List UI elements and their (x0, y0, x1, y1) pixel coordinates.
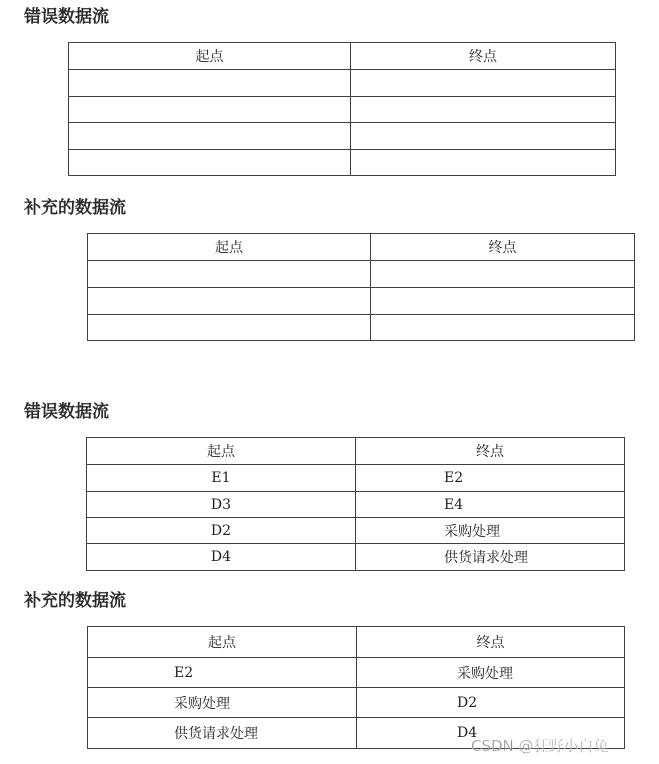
cell-end: D2 (357, 688, 625, 718)
cell-start: D4 (87, 544, 356, 571)
table-row (88, 261, 635, 288)
header-end: 终点 (351, 43, 616, 70)
cell-end (371, 261, 635, 288)
cell-end: 采购处理 (356, 518, 625, 544)
table-row (87, 465, 625, 492)
cell-end (371, 288, 635, 315)
cell-end: 供货请求处理 (356, 544, 625, 571)
cell-start (69, 97, 351, 123)
table-header-row (87, 438, 625, 465)
cell-end: D4 (357, 718, 625, 749)
header-end: 终点 (357, 627, 625, 658)
table-row (69, 97, 616, 123)
cell-start (88, 315, 371, 341)
cell-start: E2 (88, 658, 357, 688)
error-flow-table (86, 437, 625, 571)
cell-start (88, 288, 371, 315)
cell-end (351, 123, 616, 150)
cell-start (69, 70, 351, 97)
cell-start (69, 150, 351, 176)
cell-end: E2 (356, 465, 625, 492)
supplement-flow-table (87, 626, 625, 749)
section-4-heading: 补充的数据流 (24, 591, 126, 611)
header-start: 起点 (87, 438, 356, 465)
supplement-flow-table-empty (87, 233, 635, 341)
table-header-row (88, 234, 635, 261)
header-start: 起点 (88, 234, 371, 261)
cell-start: E1 (87, 465, 356, 492)
cell-start: 采购处理 (88, 688, 357, 718)
table-row (87, 518, 625, 544)
cell-end (351, 150, 616, 176)
cell-start (69, 123, 351, 150)
table-row (69, 123, 616, 150)
table-header-row (88, 627, 625, 658)
table-row (88, 315, 635, 341)
cell-end (351, 97, 616, 123)
cell-start (88, 261, 371, 288)
table-header-row (69, 43, 616, 70)
table-row (69, 150, 616, 176)
cell-start: D2 (87, 518, 356, 544)
table-row (87, 544, 625, 571)
table-row (88, 688, 625, 718)
header-start: 起点 (88, 627, 357, 658)
cell-end (351, 70, 616, 97)
section-2-heading: 补充的数据流 (24, 198, 126, 218)
section-3-heading: 错误数据流 (24, 402, 109, 422)
cell-end: E4 (356, 492, 625, 518)
error-flow-table-empty (68, 42, 616, 176)
header-end: 终点 (356, 438, 625, 465)
cell-end: 采购处理 (357, 658, 625, 688)
table-row (88, 288, 635, 315)
cell-end (371, 315, 635, 341)
section-1-heading: 错误数据流 (24, 7, 109, 27)
table-row (88, 658, 625, 688)
cell-start: 供货请求处理 (88, 718, 357, 749)
header-end: 终点 (371, 234, 635, 261)
header-start: 起点 (69, 43, 351, 70)
table-row (69, 70, 616, 97)
csdn-watermark: CSDN @狂野小白兔 (471, 737, 609, 755)
cell-start: D3 (87, 492, 356, 518)
table-row (87, 492, 625, 518)
